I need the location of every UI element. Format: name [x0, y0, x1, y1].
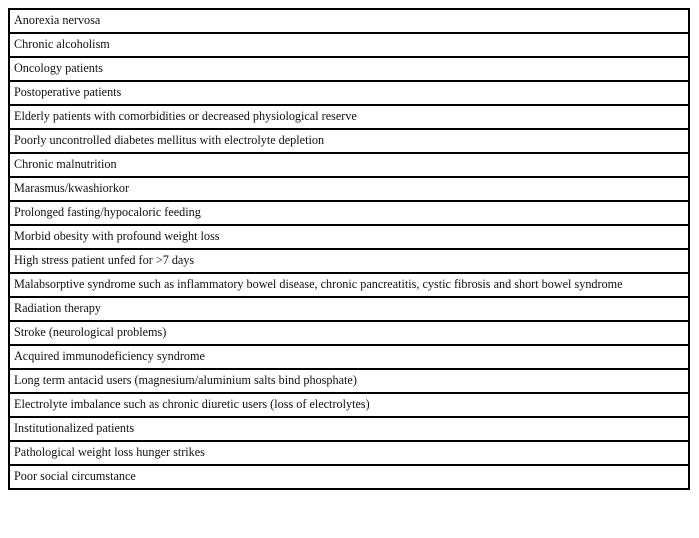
table-row [9, 345, 689, 369]
table-cell [9, 369, 689, 393]
cell-text: Chronic alcoholism [14, 37, 110, 51]
table-cell [9, 465, 689, 489]
risk-factor-table [8, 8, 690, 490]
cell-text: Long term antacid users (magnesium/aluminium salts bind phosphate) [14, 373, 357, 387]
cell-text: Oncology patients [14, 61, 104, 75]
table-row [9, 417, 689, 441]
table-cell [9, 393, 689, 417]
cell-text: Marasmus/kwashiorkor [14, 181, 130, 195]
cell-text: Institutionalized patients [14, 421, 135, 435]
table-row [9, 33, 689, 57]
table-row [9, 177, 689, 201]
table-row [9, 129, 689, 153]
table-cell [9, 321, 689, 345]
cell-text: Chronic malnutrition [14, 157, 117, 171]
table-cell [9, 33, 689, 57]
table-row [9, 81, 689, 105]
table-row [9, 465, 689, 489]
table-cell [9, 129, 689, 153]
table-row [9, 9, 689, 33]
cell-text: High stress patient unfed for >7 days [14, 253, 195, 267]
cell-text: Malabsorptive syndrome such as inflammatory bowel disease, chronic pancreatitis, cystic fibrosis and short bowel syndrome [14, 277, 623, 291]
cell-text: Poorly uncontrolled diabetes mellitus with electrolyte depletion [14, 133, 325, 147]
table-cell [9, 201, 689, 225]
cell-text: Pathological weight loss hunger strikes [14, 445, 205, 459]
cell-text: Acquired immunodeficiency syndrome [14, 349, 205, 363]
table-row [9, 441, 689, 465]
table-cell [9, 417, 689, 441]
table-cell [9, 225, 689, 249]
table-row [9, 273, 689, 297]
table-row [9, 57, 689, 81]
table-row [9, 249, 689, 273]
cell-text: Morbid obesity with profound weight loss [14, 229, 220, 243]
cell-text: Radiation therapy [14, 301, 101, 315]
table-row [9, 321, 689, 345]
cell-text: Anorexia nervosa [14, 13, 101, 27]
table-cell [9, 177, 689, 201]
cell-text: Postoperative patients [14, 85, 122, 99]
table-body [9, 9, 689, 489]
table-cell [9, 57, 689, 81]
cell-text: Prolonged fasting/hypocaloric feeding [14, 205, 201, 219]
cell-text: Stroke (neurological problems) [14, 325, 167, 339]
cell-text: Electrolyte imbalance such as chronic diuretic users (loss of electrolytes) [14, 397, 370, 411]
table-row [9, 105, 689, 129]
table-row [9, 297, 689, 321]
risk-factor-table-container [8, 8, 690, 490]
table-cell [9, 273, 689, 297]
table-cell [9, 345, 689, 369]
table-row [9, 153, 689, 177]
cell-text: Poor social circumstance [14, 469, 136, 483]
table-cell [9, 441, 689, 465]
table-cell [9, 153, 689, 177]
table-row [9, 369, 689, 393]
table-cell [9, 249, 689, 273]
table-row [9, 201, 689, 225]
cell-text: Elderly patients with comorbidities or decreased physiological reserve [14, 109, 357, 123]
table-cell [9, 105, 689, 129]
table-row [9, 225, 689, 249]
table-row [9, 393, 689, 417]
table-cell [9, 297, 689, 321]
table-cell [9, 81, 689, 105]
table-cell [9, 9, 689, 33]
